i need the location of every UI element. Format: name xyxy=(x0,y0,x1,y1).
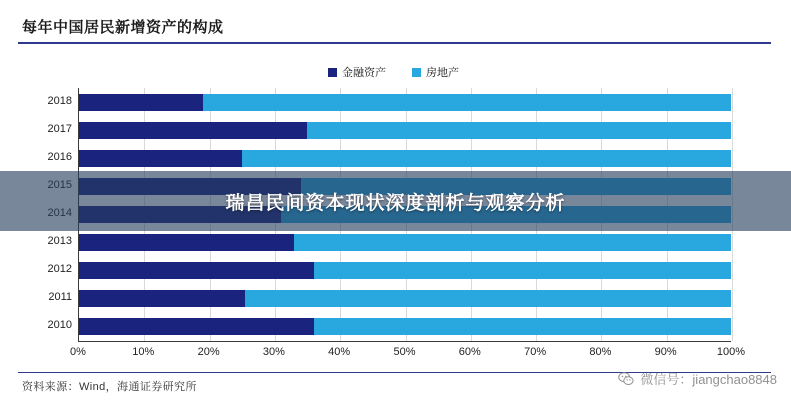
x-tick-label: 70% xyxy=(524,346,547,358)
bar-segment xyxy=(203,94,731,111)
y-tick-label: 2013 xyxy=(47,235,72,248)
legend-label: 房地产 xyxy=(426,67,459,79)
table-row xyxy=(79,234,731,251)
x-axis-labels xyxy=(70,346,746,364)
table-row xyxy=(79,94,731,111)
legend-swatch xyxy=(412,68,421,77)
table-row xyxy=(79,290,731,307)
table-row xyxy=(79,122,731,139)
wechat-icon xyxy=(618,371,634,387)
y-tick-label: 2017 xyxy=(47,122,72,135)
y-tick-label: 2018 xyxy=(47,94,72,107)
x-tick-label: 20% xyxy=(197,346,220,358)
bar-segment xyxy=(79,262,314,279)
bar-segment xyxy=(79,94,203,111)
bar-segment xyxy=(79,122,307,139)
chart-title: 每年中国居民新增资产的构成 xyxy=(22,19,224,36)
bar-segment xyxy=(307,122,731,139)
bar-segment xyxy=(245,290,731,307)
bar-segment xyxy=(79,290,245,307)
x-tick-label: 40% xyxy=(328,346,351,358)
bar-segment xyxy=(314,318,731,335)
watermark-text: 微信号：jiangchao8848 xyxy=(640,372,777,387)
bar-segment xyxy=(79,150,242,167)
bar-segment xyxy=(242,150,731,167)
x-tick-label: 30% xyxy=(262,346,285,358)
legend-swatch xyxy=(328,68,337,77)
title-divider xyxy=(18,42,771,44)
x-tick-label: 80% xyxy=(589,346,612,358)
chart-legend xyxy=(328,64,459,80)
overlay-headline: 瑞昌民间资本现状深度剖析与观察分析 xyxy=(225,192,566,214)
y-tick-label: 2010 xyxy=(47,319,72,332)
table-row xyxy=(79,262,731,279)
watermark xyxy=(618,369,777,388)
legend-item xyxy=(412,64,459,80)
bar-segment xyxy=(79,234,294,251)
source-note: 资料来源：Wind，海通证券研究所 xyxy=(22,381,197,393)
x-tick-label: 100% xyxy=(716,346,746,358)
x-tick-label: 50% xyxy=(393,346,416,358)
table-row xyxy=(79,318,731,335)
y-tick-label: 2012 xyxy=(47,263,72,276)
x-axis-line xyxy=(78,341,731,342)
legend-item xyxy=(328,64,386,80)
x-tick-label: 10% xyxy=(132,346,155,358)
x-tick-label: 60% xyxy=(458,346,481,358)
x-tick-label: 0% xyxy=(70,346,86,358)
bar-segment xyxy=(314,262,731,279)
y-tick-label: 2011 xyxy=(48,291,72,304)
table-row xyxy=(79,150,731,167)
bar-segment xyxy=(294,234,731,251)
y-tick-label: 2016 xyxy=(47,150,72,163)
bar-segment xyxy=(79,318,314,335)
legend-label: 金融资产 xyxy=(342,67,386,79)
x-tick-label: 90% xyxy=(654,346,677,358)
